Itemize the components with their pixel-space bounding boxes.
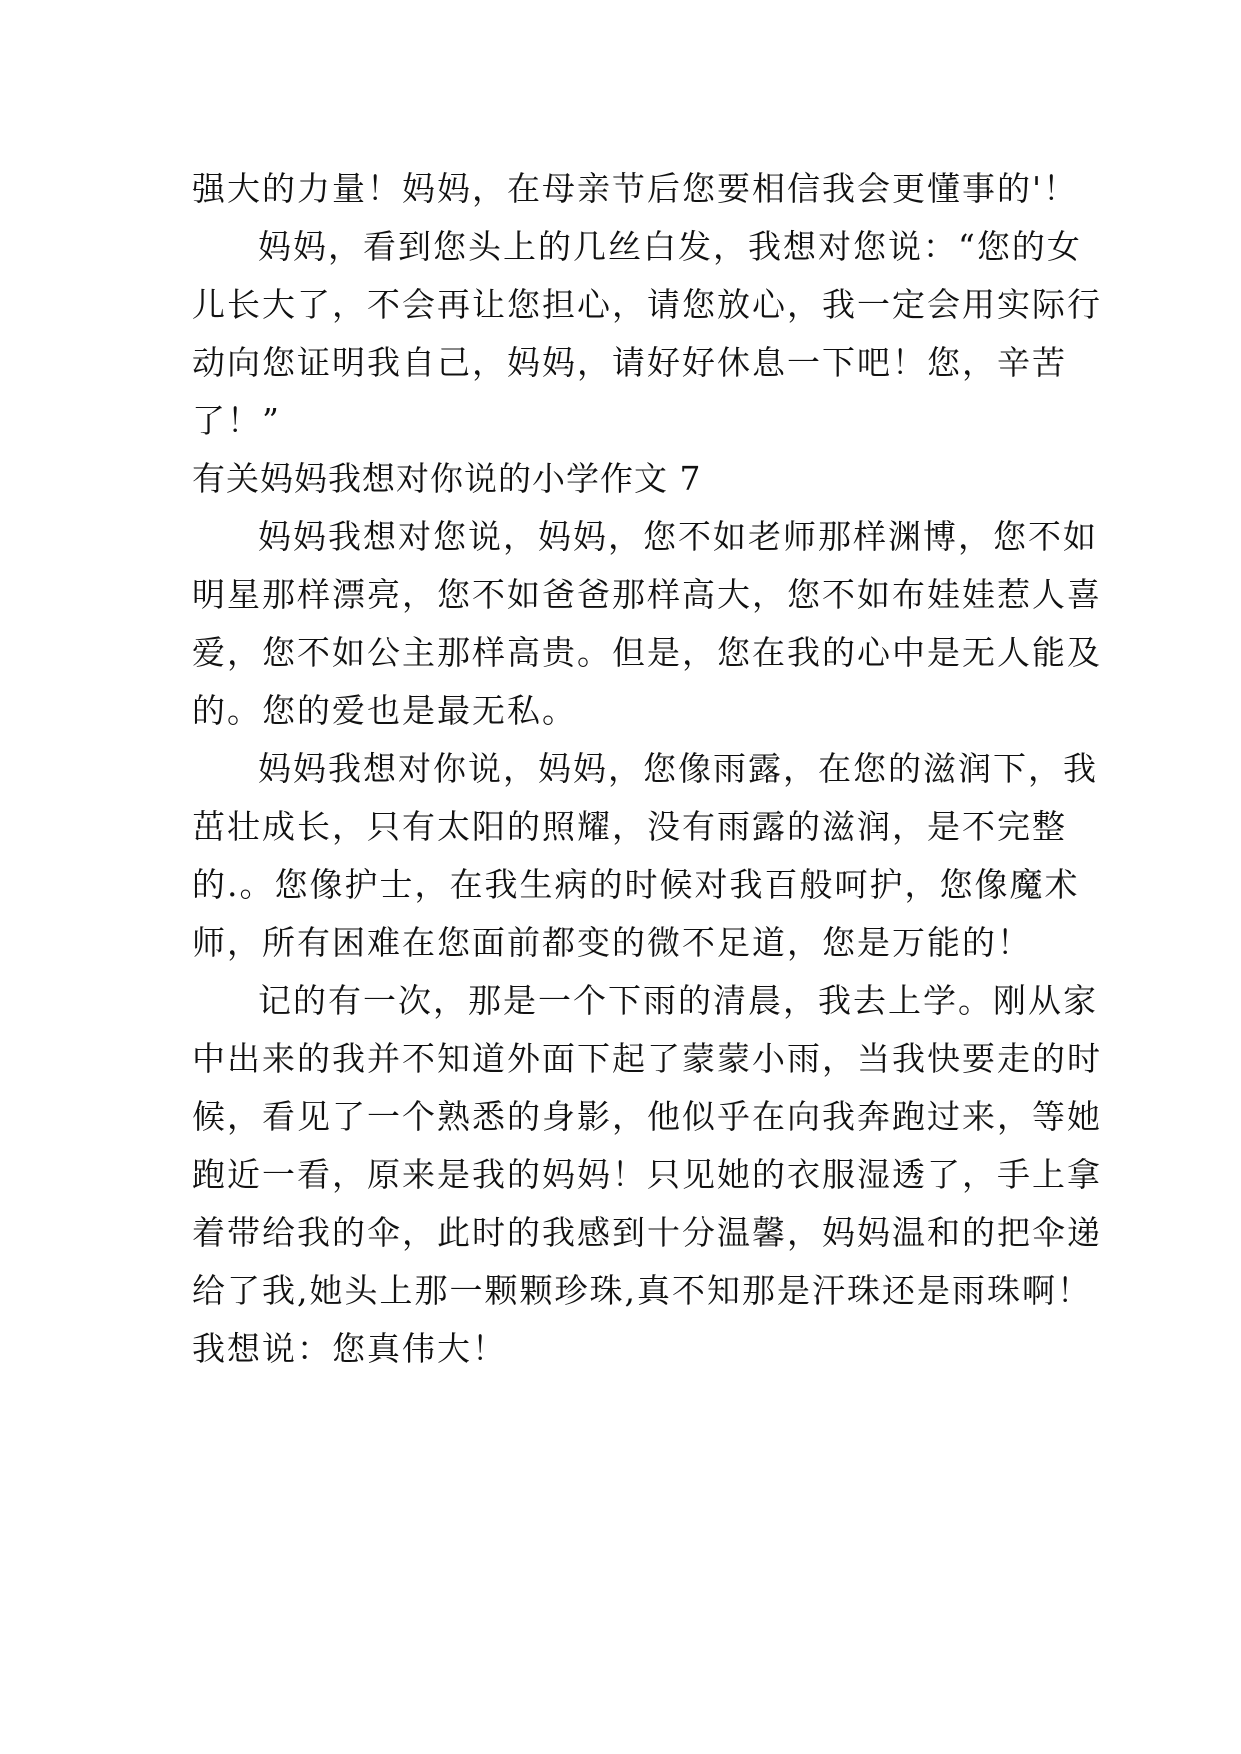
text-line: 中出来的我并不知道外面下起了蒙蒙小雨，当我快要走的时 <box>192 1039 1102 1078</box>
text-line: 茁壮成长，只有太阳的照耀，没有雨露的滋润，是不完整 <box>192 807 1067 846</box>
text-line: 的.。您像护士，在我生病的时候对我百般呵护，您像魔术 <box>192 865 1080 904</box>
text-line: 着带给我的伞，此时的我感到十分温馨，妈妈温和的把伞递 <box>192 1213 1102 1252</box>
text-line: 明星那样漂亮，您不如爸爸那样高大，您不如布娃娃惹人喜 <box>192 575 1102 614</box>
text-line: 跑近一看，原来是我的妈妈！只见她的衣服湿透了，手上拿 <box>192 1155 1102 1194</box>
document-body <box>192 160 1102 1378</box>
text-line: 给了我,她头上那一颗颗珍珠,真不知那是汗珠还是雨珠啊！ <box>192 1271 1092 1310</box>
text-line: 妈妈我想对您说，妈妈，您不如老师那样渊博，您不如 <box>258 517 1098 556</box>
text-line: 师，所有困难在您面前都变的微不足道，您是万能的！ <box>192 923 1032 962</box>
text-line: 妈妈，看到您头上的几丝白发，我想对您说：“您的女 <box>258 227 1082 266</box>
text-line: 我想说：您真伟大！ <box>192 1329 507 1368</box>
text-line: 候，看见了一个熟悉的身影，他似乎在向我奔跑过来，等她 <box>192 1097 1102 1136</box>
text-line: 了！” <box>192 401 281 440</box>
text-line: 爱，您不如公主那样高贵。但是，您在我的心中是无人能及 <box>192 633 1102 672</box>
section-heading: 有关妈妈我想对你说的小学作文 7 <box>192 459 702 498</box>
text-line: 强大的力量！妈妈，在母亲节后您要相信我会更懂事的'！ <box>192 169 1079 208</box>
text-line: 儿长大了，不会再让您担心，请您放心，我一定会用实际行 <box>192 285 1102 324</box>
text-line: 的。您的爱也是最无私。 <box>192 691 577 730</box>
text-line: 妈妈我想对你说，妈妈，您像雨露，在您的滋润下，我 <box>258 749 1098 788</box>
text-line: 记的有一次，那是一个下雨的清晨，我去上学。刚从家 <box>258 981 1098 1020</box>
text-line: 动向您证明我自己，妈妈，请好好休息一下吧！您，辛苦 <box>192 343 1067 382</box>
